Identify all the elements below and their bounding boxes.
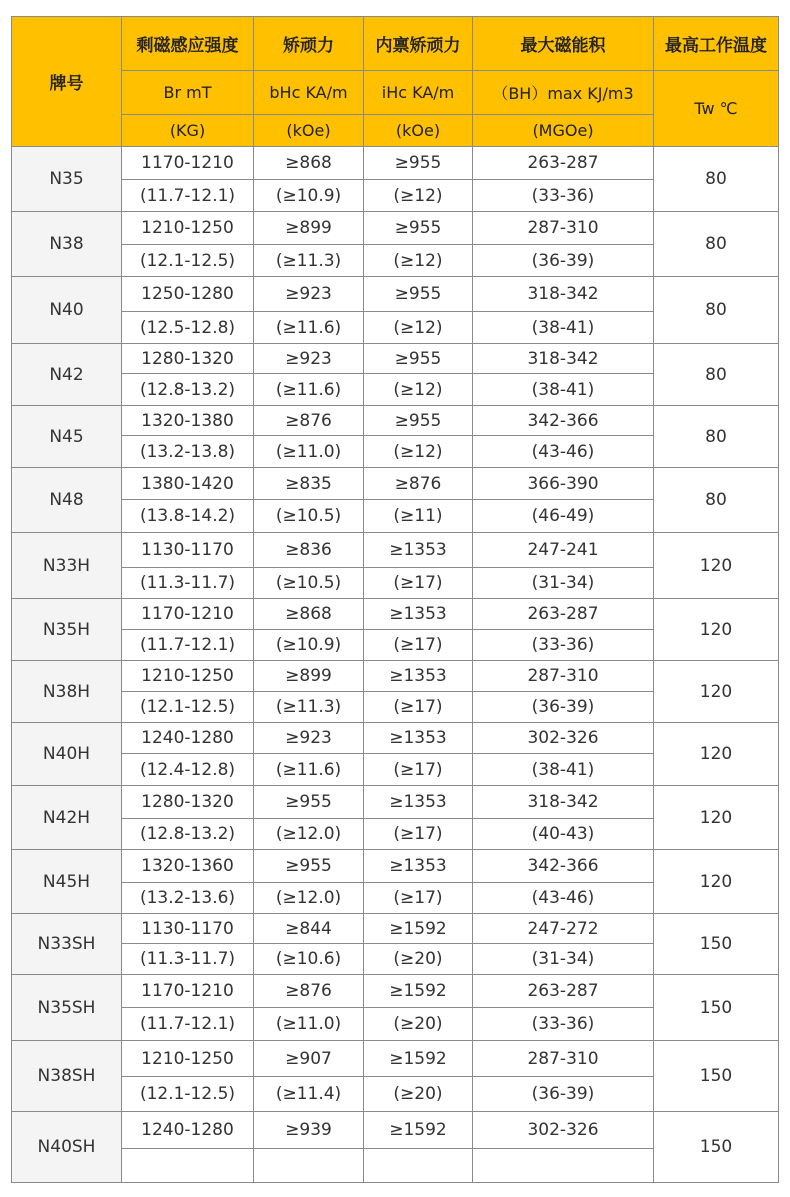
table-row <box>12 661 779 692</box>
tw-value: 120 <box>654 533 779 599</box>
bhc-value: ≥868 <box>254 599 364 630</box>
bhmax-mgoe-value: (46-49) <box>473 500 654 533</box>
br-kg-value <box>122 1149 254 1183</box>
br-value: 1170-1210 <box>122 599 254 630</box>
ihc-value: ≥1592 <box>364 914 473 944</box>
tw-value: 120 <box>654 786 779 850</box>
header-bhc-title: 矫顽力 <box>254 17 364 71</box>
grade-cell: N42H <box>12 786 122 850</box>
ihc-value: ≥955 <box>364 406 473 436</box>
header-grade: 牌号 <box>12 17 122 147</box>
bhmax-mgoe-value: (43-46) <box>473 883 654 914</box>
bhmax-mgoe-value: (43-46) <box>473 436 654 468</box>
bhc-value: ≥876 <box>254 975 364 1008</box>
br-kg-value: (11.7-12.1) <box>122 180 254 212</box>
grade-cell: N38SH <box>12 1041 122 1112</box>
header-bhmax-unit: （BH）max KJ/m3 <box>473 71 654 115</box>
table-header <box>12 17 779 147</box>
br-value: 1280-1320 <box>122 786 254 819</box>
header-tw-unit: Tw ℃ <box>654 71 779 147</box>
grade-cell: N38H <box>12 661 122 723</box>
br-value: 1250-1280 <box>122 277 254 312</box>
br-value: 1320-1380 <box>122 406 254 436</box>
bhmax-value: 302-326 <box>473 1112 654 1149</box>
table-row <box>12 212 779 245</box>
table-row <box>12 914 779 944</box>
bhmax-value: 247-272 <box>473 914 654 944</box>
br-value: 1170-1210 <box>122 975 254 1008</box>
header-tw-title: 最高工作温度 <box>654 17 779 71</box>
bhc-koe-value: (≥10.9) <box>254 630 364 661</box>
bhc-koe-value: (≥11.3) <box>254 245 364 277</box>
ihc-value: ≥1353 <box>364 786 473 819</box>
ihc-koe-value <box>364 1149 473 1183</box>
grade-cell: N33H <box>12 533 122 599</box>
ihc-koe-value: (≥12) <box>364 436 473 468</box>
br-kg-value: (12.1-12.5) <box>122 1077 254 1112</box>
tw-value: 80 <box>654 468 779 533</box>
bhmax-value: 263-287 <box>473 975 654 1008</box>
bhmax-value: 318-342 <box>473 786 654 819</box>
tw-value: 120 <box>654 723 779 786</box>
bhc-koe-value: (≥11.3) <box>254 692 364 723</box>
tw-value: 80 <box>654 406 779 468</box>
ihc-koe-value: (≥17) <box>364 568 473 599</box>
table-row <box>12 344 779 374</box>
magnet-grade-table <box>11 16 779 1183</box>
ihc-koe-value: (≥17) <box>364 883 473 914</box>
ihc-koe-value: (≥17) <box>364 754 473 786</box>
tw-value: 150 <box>654 975 779 1041</box>
bhmax-value: 287-310 <box>473 1041 654 1077</box>
tw-value: 80 <box>654 212 779 277</box>
grade-cell: N38 <box>12 212 122 277</box>
grade-cell: N40SH <box>12 1112 122 1183</box>
table-row <box>12 147 779 180</box>
grade-cell: N42 <box>12 344 122 406</box>
bhc-value: ≥876 <box>254 406 364 436</box>
bhc-value: ≥907 <box>254 1041 364 1077</box>
br-kg-value: (13.2-13.6) <box>122 883 254 914</box>
br-kg-value: (12.1-12.5) <box>122 692 254 723</box>
ihc-koe-value: (≥12) <box>364 312 473 344</box>
bhmax-mgoe-value: (33-36) <box>473 1008 654 1041</box>
bhc-value: ≥899 <box>254 212 364 245</box>
tw-value: 80 <box>654 344 779 406</box>
bhc-koe-value: (≥10.5) <box>254 568 364 599</box>
ihc-koe-value: (≥20) <box>364 1008 473 1041</box>
ihc-value: ≥1353 <box>364 850 473 883</box>
bhc-koe-value: (≥10.9) <box>254 180 364 212</box>
ihc-koe-value: (≥17) <box>364 692 473 723</box>
table-row <box>12 723 779 754</box>
tw-value: 150 <box>654 914 779 975</box>
bhc-koe-value: (≥11.6) <box>254 312 364 344</box>
br-kg-value: (11.3-11.7) <box>122 944 254 975</box>
ihc-koe-value: (≥12) <box>364 180 473 212</box>
bhmax-mgoe-value: (36-39) <box>473 1077 654 1112</box>
br-kg-value: (11.7-12.1) <box>122 1008 254 1041</box>
ihc-value: ≥1353 <box>364 723 473 754</box>
header-ihc-title: 内禀矫顽力 <box>364 17 473 71</box>
ihc-value: ≥1592 <box>364 1041 473 1077</box>
header-br-title: 剩磁感应强度 <box>122 17 254 71</box>
table-body <box>12 147 779 1183</box>
bhc-koe-value: (≥11.0) <box>254 436 364 468</box>
ihc-koe-value: (≥12) <box>364 245 473 277</box>
bhmax-mgoe-value: (40-43) <box>473 819 654 850</box>
ihc-value: ≥955 <box>364 212 473 245</box>
br-value: 1170-1210 <box>122 147 254 180</box>
br-value: 1130-1170 <box>122 914 254 944</box>
bhmax-mgoe-value: (36-39) <box>473 692 654 723</box>
ihc-koe-value: (≥17) <box>364 819 473 850</box>
bhc-koe-value: (≥11.4) <box>254 1077 364 1112</box>
br-kg-value: (12.8-13.2) <box>122 374 254 406</box>
table-row <box>12 406 779 436</box>
bhmax-value: 263-287 <box>473 599 654 630</box>
bhc-value: ≥835 <box>254 468 364 500</box>
bhmax-value: 302-326 <box>473 723 654 754</box>
header-bhc-sub: (kOe) <box>254 115 364 147</box>
tw-value: 80 <box>654 277 779 344</box>
table-row <box>12 599 779 630</box>
br-value: 1320-1360 <box>122 850 254 883</box>
bhc-value: ≥923 <box>254 723 364 754</box>
bhc-value: ≥844 <box>254 914 364 944</box>
bhmax-value: 366-390 <box>473 468 654 500</box>
br-value: 1240-1280 <box>122 1112 254 1149</box>
header-bhmax-title: 最大磁能积 <box>473 17 654 71</box>
ihc-koe-value: (≥11) <box>364 500 473 533</box>
ihc-value: ≥876 <box>364 468 473 500</box>
bhmax-mgoe-value <box>473 1149 654 1183</box>
bhmax-mgoe-value: (36-39) <box>473 245 654 277</box>
br-value: 1130-1170 <box>122 533 254 568</box>
header-bhmax-sub: (MGOe) <box>473 115 654 147</box>
bhmax-value: 342-366 <box>473 850 654 883</box>
grade-cell: N45H <box>12 850 122 914</box>
ihc-value: ≥1353 <box>364 599 473 630</box>
bhc-koe-value: (≥11.0) <box>254 1008 364 1041</box>
bhmax-value: 247-241 <box>473 533 654 568</box>
bhc-koe-value: (≥12.0) <box>254 819 364 850</box>
bhmax-mgoe-value: (31-34) <box>473 568 654 599</box>
table-row <box>12 975 779 1008</box>
grade-cell: N40H <box>12 723 122 786</box>
bhc-value: ≥899 <box>254 661 364 692</box>
ihc-value: ≥1592 <box>364 975 473 1008</box>
br-kg-value: (13.8-14.2) <box>122 500 254 533</box>
table-row <box>12 468 779 500</box>
tw-value: 80 <box>654 147 779 212</box>
bhc-koe-value: (≥10.6) <box>254 944 364 975</box>
grade-cell: N35 <box>12 147 122 212</box>
br-kg-value: (11.7-12.1) <box>122 630 254 661</box>
bhc-koe-value: (≥11.6) <box>254 754 364 786</box>
ihc-koe-value: (≥20) <box>364 1077 473 1112</box>
ihc-value: ≥955 <box>364 147 473 180</box>
table-row <box>12 1112 779 1149</box>
bhmax-value: 287-310 <box>473 661 654 692</box>
bhmax-mgoe-value: (38-41) <box>473 754 654 786</box>
ihc-value: ≥1353 <box>364 661 473 692</box>
br-kg-value: (12.1-12.5) <box>122 245 254 277</box>
ihc-value: ≥1353 <box>364 533 473 568</box>
br-kg-value: (12.8-13.2) <box>122 819 254 850</box>
bhc-value: ≥836 <box>254 533 364 568</box>
bhc-koe-value: (≥11.6) <box>254 374 364 406</box>
br-value: 1210-1250 <box>122 1041 254 1077</box>
header-ihc-sub: (kOe) <box>364 115 473 147</box>
tw-value: 120 <box>654 661 779 723</box>
bhmax-value: 342-366 <box>473 406 654 436</box>
ihc-value: ≥955 <box>364 277 473 312</box>
bhmax-value: 287-310 <box>473 212 654 245</box>
table-row <box>12 786 779 819</box>
header-br-sub: (KG) <box>122 115 254 147</box>
ihc-koe-value: (≥12) <box>364 374 473 406</box>
br-value: 1380-1420 <box>122 468 254 500</box>
bhc-value: ≥923 <box>254 344 364 374</box>
table-row <box>12 850 779 883</box>
bhc-koe-value: (≥10.5) <box>254 500 364 533</box>
bhmax-mgoe-value: (31-34) <box>473 944 654 975</box>
header-bhc-unit: bHc KA/m <box>254 71 364 115</box>
br-kg-value: (12.4-12.8) <box>122 754 254 786</box>
grade-cell: N40 <box>12 277 122 344</box>
bhmax-value: 263-287 <box>473 147 654 180</box>
ihc-koe-value: (≥17) <box>364 630 473 661</box>
table-row <box>12 277 779 312</box>
ihc-value: ≥955 <box>364 344 473 374</box>
grade-cell: N35SH <box>12 975 122 1041</box>
bhc-value: ≥923 <box>254 277 364 312</box>
br-value: 1280-1320 <box>122 344 254 374</box>
tw-value: 120 <box>654 599 779 661</box>
br-value: 1210-1250 <box>122 661 254 692</box>
grade-cell: N48 <box>12 468 122 533</box>
bhc-value: ≥939 <box>254 1112 364 1149</box>
br-kg-value: (12.5-12.8) <box>122 312 254 344</box>
bhmax-value: 318-342 <box>473 344 654 374</box>
bhc-value: ≥955 <box>254 786 364 819</box>
grade-cell: N33SH <box>12 914 122 975</box>
br-kg-value: (11.3-11.7) <box>122 568 254 599</box>
header-ihc-unit: iHc KA/m <box>364 71 473 115</box>
grade-cell: N35H <box>12 599 122 661</box>
bhc-koe-value <box>254 1149 364 1183</box>
tw-value: 150 <box>654 1112 779 1183</box>
bhmax-value: 318-342 <box>473 277 654 312</box>
bhc-value: ≥955 <box>254 850 364 883</box>
ihc-value: ≥1592 <box>364 1112 473 1149</box>
ihc-koe-value: (≥20) <box>364 944 473 975</box>
tw-value: 150 <box>654 1041 779 1112</box>
header-br-unit: Br mT <box>122 71 254 115</box>
br-kg-value: (13.2-13.8) <box>122 436 254 468</box>
bhc-value: ≥868 <box>254 147 364 180</box>
table-row <box>12 533 779 568</box>
bhc-koe-value: (≥12.0) <box>254 883 364 914</box>
br-value: 1210-1250 <box>122 212 254 245</box>
tw-value: 120 <box>654 850 779 914</box>
br-value: 1240-1280 <box>122 723 254 754</box>
bhmax-mgoe-value: (38-41) <box>473 374 654 406</box>
grade-cell: N45 <box>12 406 122 468</box>
bhmax-mgoe-value: (33-36) <box>473 630 654 661</box>
table-row <box>12 1041 779 1077</box>
bhmax-mgoe-value: (38-41) <box>473 312 654 344</box>
bhmax-mgoe-value: (33-36) <box>473 180 654 212</box>
